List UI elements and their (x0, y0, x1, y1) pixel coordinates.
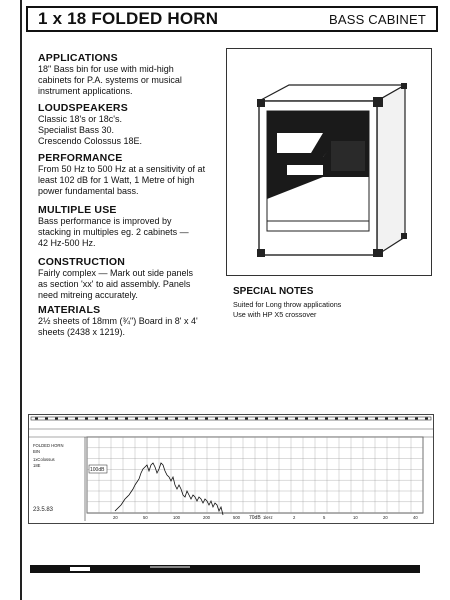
x-tick-label: 10 (353, 515, 358, 520)
sprocket-hole (385, 418, 388, 420)
section-materials (38, 304, 238, 338)
frequency-response-plot (29, 415, 433, 523)
graph-date: 23.5.83 (33, 507, 54, 513)
sprocket-hole (225, 418, 228, 420)
sprocket-hole (135, 418, 138, 420)
page-header (26, 6, 438, 32)
section-line: instrument applications. (38, 86, 133, 96)
graph-label-line: FOLDED HORN (33, 443, 64, 448)
special-notes-line: Suited for Long throw applications (233, 300, 342, 309)
sprocket-hole (155, 418, 158, 420)
sprocket-hole (185, 418, 188, 420)
section-line: From 50 Hz to 500 Hz at a sensitivity of at (38, 164, 206, 174)
section-heading: LOUDSPEAKERS (38, 102, 128, 114)
section-line: Fairly complex — Mark out side panels (38, 268, 194, 278)
sprocket-hole (295, 418, 298, 420)
x-tick-label: 100 (173, 515, 180, 520)
sprocket-hole (125, 418, 128, 420)
section-line: 18" Bass bin for use with mid-high (38, 64, 174, 74)
sprocket-hole (365, 418, 368, 420)
graph-label-line: 18E (33, 463, 41, 468)
left-margin-rule (20, 0, 22, 600)
section-line: Bass performance is improved by (38, 216, 172, 226)
sprocket-hole (165, 418, 168, 420)
section-applications (38, 52, 238, 97)
sprocket-hole (405, 418, 408, 420)
x-tick-label: 1kHz (263, 515, 273, 520)
sprocket-hole (255, 418, 258, 420)
section-line: Specialist Bass 30. (38, 125, 115, 135)
page-title: 1 x 18 FOLDED HORN (38, 9, 219, 28)
special-notes (233, 286, 433, 319)
sprocket-hole (415, 418, 418, 420)
section-heading: MULTIPLE USE (38, 204, 117, 216)
sprocket-hole (75, 418, 78, 420)
sprocket-hole (355, 418, 358, 420)
sprocket-hole (285, 418, 288, 420)
x-tick-label: 5 (323, 515, 326, 520)
section-line: 42 Hz-500 Hz. (38, 238, 96, 248)
sprocket-hole (215, 418, 218, 420)
section-line: Crescendo Colossus 18E. (38, 136, 143, 146)
graph-label-line: BIN (33, 449, 40, 454)
graph-level-box: 100dB (90, 467, 105, 473)
section-line: Classic 18's or 18c's. (38, 114, 122, 124)
x-tick-label: 20 (113, 515, 118, 520)
section-line: 2½ sheets of 18mm (¾") Board in 8' x 4' (38, 316, 198, 326)
x-tick-label: 40 (413, 515, 418, 520)
graph-label-line: 1xColossus (33, 457, 55, 462)
sprocket-hole (275, 418, 278, 420)
sprocket-hole (105, 418, 108, 420)
sprocket-hole (195, 418, 198, 420)
sprocket-hole (175, 418, 178, 420)
section-multiple-use (38, 204, 238, 249)
sprocket-hole (245, 418, 248, 420)
sprocket-hole (315, 418, 318, 420)
section-line: sheets (2438 x 1219). (38, 327, 126, 337)
x-tick-label: 500 (233, 515, 240, 520)
x-tick-label: 20 (383, 515, 388, 520)
graph-bottom-ref: 70dB (249, 515, 261, 521)
x-tick-label: 50 (143, 515, 148, 520)
sprocket-hole (265, 418, 268, 420)
sprocket-hole (35, 418, 38, 420)
special-notes-line: Use with HP X5 crossover (233, 309, 317, 319)
sprocket-hole (55, 418, 58, 420)
section-line: power fundamental bass. (38, 186, 139, 196)
page-subtitle: BASS CABINET (328, 11, 426, 27)
footer-strip (30, 565, 420, 573)
special-notes-heading: SPECIAL NOTES (233, 286, 314, 297)
x-tick-label: 200 (203, 515, 210, 520)
section-performance (38, 152, 238, 197)
sprocket-hole (95, 418, 98, 420)
sprocket-hole (145, 418, 148, 420)
section-heading: CONSTRUCTION (38, 256, 125, 268)
sprocket-hole (375, 418, 378, 420)
sprocket-hole (115, 418, 118, 420)
section-line: stacking in multiples eg. 2 cabinets — (38, 227, 189, 237)
section-line: as section 'xx' to aid assembly. Panels (38, 279, 191, 289)
x-tick-label: 2 (293, 515, 296, 520)
sprocket-hole (205, 418, 208, 420)
section-line: need mitreing accurately. (38, 290, 138, 300)
section-construction (38, 256, 238, 301)
cabinet-illustration (226, 48, 432, 276)
section-heading: MATERIALS (38, 304, 101, 316)
sprocket-hole (395, 418, 398, 420)
sprocket-hole (45, 418, 48, 420)
frequency-response-graph (28, 414, 434, 524)
cabinet-drawing (227, 49, 431, 275)
sprocket-hole (345, 418, 348, 420)
section-loudspeakers (38, 102, 238, 147)
sprocket-hole (325, 418, 328, 420)
sprocket-hole (425, 418, 428, 420)
sprocket-hole (65, 418, 68, 420)
sprocket-hole (335, 418, 338, 420)
section-line: cabinets for P.A. systems or musical (38, 75, 182, 85)
section-line: least 102 dB for 1 Watt, 1 Metre of high (38, 175, 195, 185)
section-heading: APPLICATIONS (38, 52, 118, 64)
sprocket-hole (305, 418, 308, 420)
sprocket-hole (85, 418, 88, 420)
section-heading: PERFORMANCE (38, 152, 123, 164)
sprocket-hole (235, 418, 238, 420)
